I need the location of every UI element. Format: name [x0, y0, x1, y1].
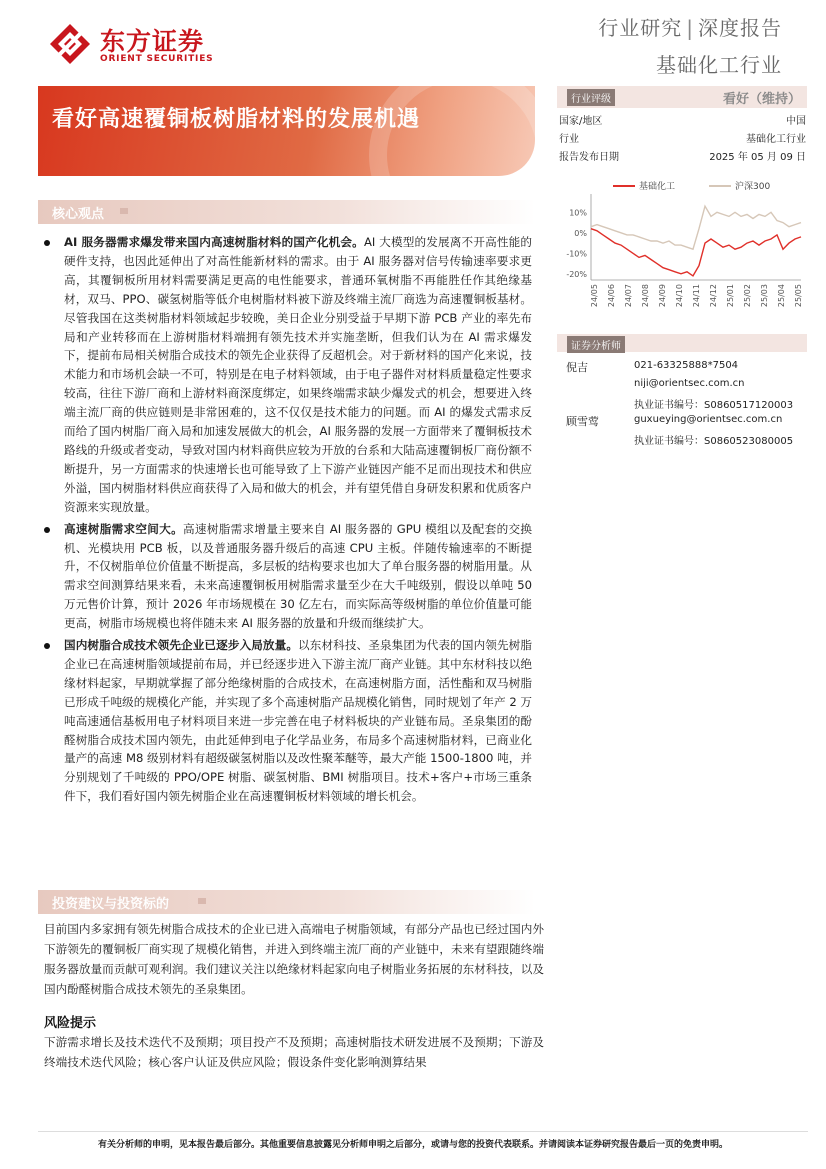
invest-paragraph: 目前国内多家拥有领先树脂合成技术的企业已进入高端电子树脂领域，有部分产品也已经过国内外下游领先的覆铜板厂商实现了规模化销售，并进入到终端主流厂商的产业链中，未来有望跟随终端服务器放量而贡献可观利润。我们建议关注以绝缘材料起家向电子树脂业务拓展的东材科技，以及国内酚醛树脂合成技术领先的圣泉集团。 — [44, 922, 544, 996]
info-row-industry — [559, 130, 806, 145]
bullet-icon — [44, 527, 50, 533]
x-tick-label: 25/05 — [794, 284, 803, 308]
header-separator: | — [686, 16, 694, 40]
logo-text-en: ORIENT SECURITIES — [100, 54, 214, 64]
bullet-text: 高速树脂需求增量主要来自 AI 服务器的 GPU 模组以及配套的交换机、光模块用 PCB 板，以及普通服务器升级后的高速 CPU 主板。伴随传输速率的不断提升，不仅树脂单位价值量不断提高，多层板的结构要求也加大了单台服务器的树脂用量。从需求空间测算结果来看，未来高速覆铜板用树脂需求量至少在大千吨级别，假设以单吨 50 万元售价计算，预计 2026 年市场规模在 30 亿左右，而实际高等级树脂的单位价值量可能更高，树脂市场规模也将伴随未来 AI 服务器的放量和升级而继续扩大。 — [64, 521, 532, 631]
series-line — [591, 229, 801, 276]
performance-chart — [557, 176, 807, 326]
report-type — [598, 12, 782, 41]
analyst-cert: 执业证书编号：S0860517120003 — [634, 400, 794, 411]
x-tick-label: 25/01 — [726, 284, 735, 308]
x-tick-label: 25/02 — [743, 284, 752, 308]
rating-label: 行业评级 — [567, 89, 615, 106]
section-bar-decoration — [198, 898, 206, 904]
x-tick-label: 24/09 — [658, 284, 667, 308]
info-row-region — [559, 112, 806, 127]
y-tick-label: 0% — [574, 228, 587, 238]
footer-disclaimer: 有关分析师的申明，见本报告最后部分。其他重要信息披露见分析师申明之后部分，或请与您的投资代表联系。并请阅读本证券研究报告最后一页的免责申明。 — [97, 1140, 728, 1150]
rating-value: 看好（维持） — [722, 92, 801, 107]
y-tick-label: -10% — [566, 249, 587, 259]
core-viewpoint-list — [44, 233, 532, 806]
risk-paragraph: 下游需求增长及技术迭代不及预期；项目投产不及预期；高速树脂技术研发进展不及预期；下游及终端技术迭代风险；核心客户认证及供应风险；假设条件变化影响测算结果 — [44, 1035, 544, 1069]
info-label: 报告发布日期 — [559, 152, 619, 163]
invest-section-bar — [38, 890, 535, 914]
x-tick-label: 24/10 — [675, 284, 684, 308]
x-tick-label: 24/06 — [607, 284, 616, 308]
x-tick-label: 24/08 — [641, 284, 650, 308]
analyst-phone: 021-63325888*7504 — [634, 360, 739, 371]
list-item — [44, 636, 532, 806]
report-type-b: 深度报告 — [698, 16, 782, 40]
analyst-cert: 执业证书编号：S0860523080005 — [634, 436, 794, 447]
legend-label: 沪深300 — [735, 182, 771, 192]
logo-mark-icon — [48, 22, 92, 66]
bullet-text: 以东材科技、圣泉集团为代表的国内领先树脂企业已在高速树脂领域提前布局，并已经逐步进入下游主流厂商产业链。其中东材科技以绝缘材料起家，早期就掌握了部分绝缘树脂的合成技术，在高速树脂方面，活性酯和双马树脂已形成千吨级的规模化产能，并实现了多个高速树脂产品规模化销售，同时规划了年产 2 万吨高速通信基板用电子材料项目来进一步完善在电子材料板块的产业链布局。圣泉集团的酚醛树脂合成技术国内领先，由此延伸到电子化学品业务，布局多个高速树脂材料，已商业化量产的高速 M8 级别材料有超级碳氢树脂以及改性聚苯醚等，最大产能 1500-1800 吨，并分别规划了千吨级的 PPO/OPE 树脂、碳氢树脂、BMI 树脂项目。技术+客户+市场三重条件下，我们看好国内领先树脂企业在高速覆铜板材料领域的增长机会。 — [64, 638, 532, 804]
rating-bar — [557, 86, 807, 108]
info-row-date — [559, 148, 806, 163]
company-logo — [48, 22, 233, 66]
analyst-name: 倪吉 — [566, 361, 588, 374]
analyst-email[interactable]: guxueying@orientsec.com.cn — [634, 414, 783, 425]
info-value: 2025 年 05 月 09 日 — [709, 152, 806, 163]
info-value: 基础化工行业 — [746, 134, 806, 145]
analyst-section-label: 证券分析师 — [567, 336, 625, 353]
analyst-email[interactable]: niji@orientsec.com.cn — [634, 378, 745, 389]
y-tick-label: 10% — [569, 208, 587, 218]
core-viewpoint-title: 核心观点 — [52, 207, 105, 222]
bullet-text: AI 大模型的发展离不开高性能的硬件支持，也因此延伸出了对高性能新材料的需求。由于 AI 服务器对信号传输速率要求更高，其覆铜板所用材料需要满足更高的电性能要求，普通环氧树脂不再能胜任作其绝缘基材，双马、PPO、碳氢树脂等低介电树脂材料被下游及终端主流厂商选为高速覆铜板基材。尽管我国在这类树脂材料领域起步较晚，美日企业分别受益于早期下游 PCB 产业的率先布局和产业转移而在上游树脂材料端拥有领先技术并实施垄断，但我们认为在 AI 需求爆发下，提前布局相关树脂合成技术的领先企业获得了反超机会。对于新材料的国产化来说，技术能力和市场机会缺一不可，特别是在电子材料领域，由于电子器件对材料质量稳定性要求较高，往往下游厂商和上游材料商深度绑定，如果终端需求缺少爆发式的机会，想要进入终端主流厂商的供应链则是非常困难的，这不仅仅是技术能力的问题。而 AI 的爆发式需求反而给了国内树脂厂商入局和加速发展做大的机会，AI 服务器的发展一方面带来了覆铜板技术路线的升级或者变动，导致对国内材料商供应较为开放的台系和大陆高速覆铜板厂商份额不断提升，另一方面需求的快速增长也可能导致了上下游产业链因产能不足而出现技术和供应外溢，国内树脂材料供应商获得了入局和做大的机会，并有望凭借自身研发积累和优质客户资源来实现放量。 — [64, 235, 533, 514]
bullet-lead: AI 服务器需求爆发带来国内高速树脂材料的国产化机会。 — [64, 235, 364, 249]
risk-title: 风险提示 — [44, 1016, 97, 1031]
analyst-section-bar — [557, 334, 807, 352]
x-tick-label: 24/12 — [709, 284, 718, 308]
series-line — [591, 206, 801, 249]
core-viewpoint-bar — [38, 200, 535, 224]
bullet-lead: 国内树脂合成技术领先企业已逐步入局放量。 — [64, 638, 299, 653]
list-item — [44, 520, 532, 633]
title-banner — [38, 86, 535, 176]
analyst-name: 顾雪莺 — [566, 415, 599, 428]
x-tick-label: 24/07 — [624, 284, 633, 308]
x-tick-label: 25/04 — [777, 284, 786, 308]
bullet-icon — [44, 643, 50, 649]
report-industry: 基础化工行业 — [656, 53, 782, 77]
section-bar-decoration — [120, 208, 128, 214]
legend-label: 基础化工 — [639, 182, 676, 192]
bullet-icon — [44, 240, 50, 246]
footer-divider — [38, 1131, 808, 1132]
report-type-a: 行业研究 — [598, 16, 683, 40]
info-label: 国家/地区 — [559, 116, 603, 127]
report-header — [598, 12, 782, 78]
report-title: 看好高速覆铜板树脂材料的发展机遇 — [52, 107, 421, 132]
info-label: 行业 — [559, 134, 579, 145]
x-tick-label: 24/05 — [590, 284, 599, 308]
logo-text-cn: 东方证券 — [100, 27, 205, 56]
x-tick-label: 24/11 — [692, 284, 701, 308]
x-tick-label: 25/03 — [760, 284, 769, 308]
info-value: 中国 — [786, 116, 806, 127]
bullet-lead: 高速树脂需求空间大。 — [64, 521, 184, 536]
list-item — [44, 233, 532, 517]
invest-section-title: 投资建议与投资标的 — [52, 897, 170, 912]
y-tick-label: -20% — [566, 269, 587, 279]
